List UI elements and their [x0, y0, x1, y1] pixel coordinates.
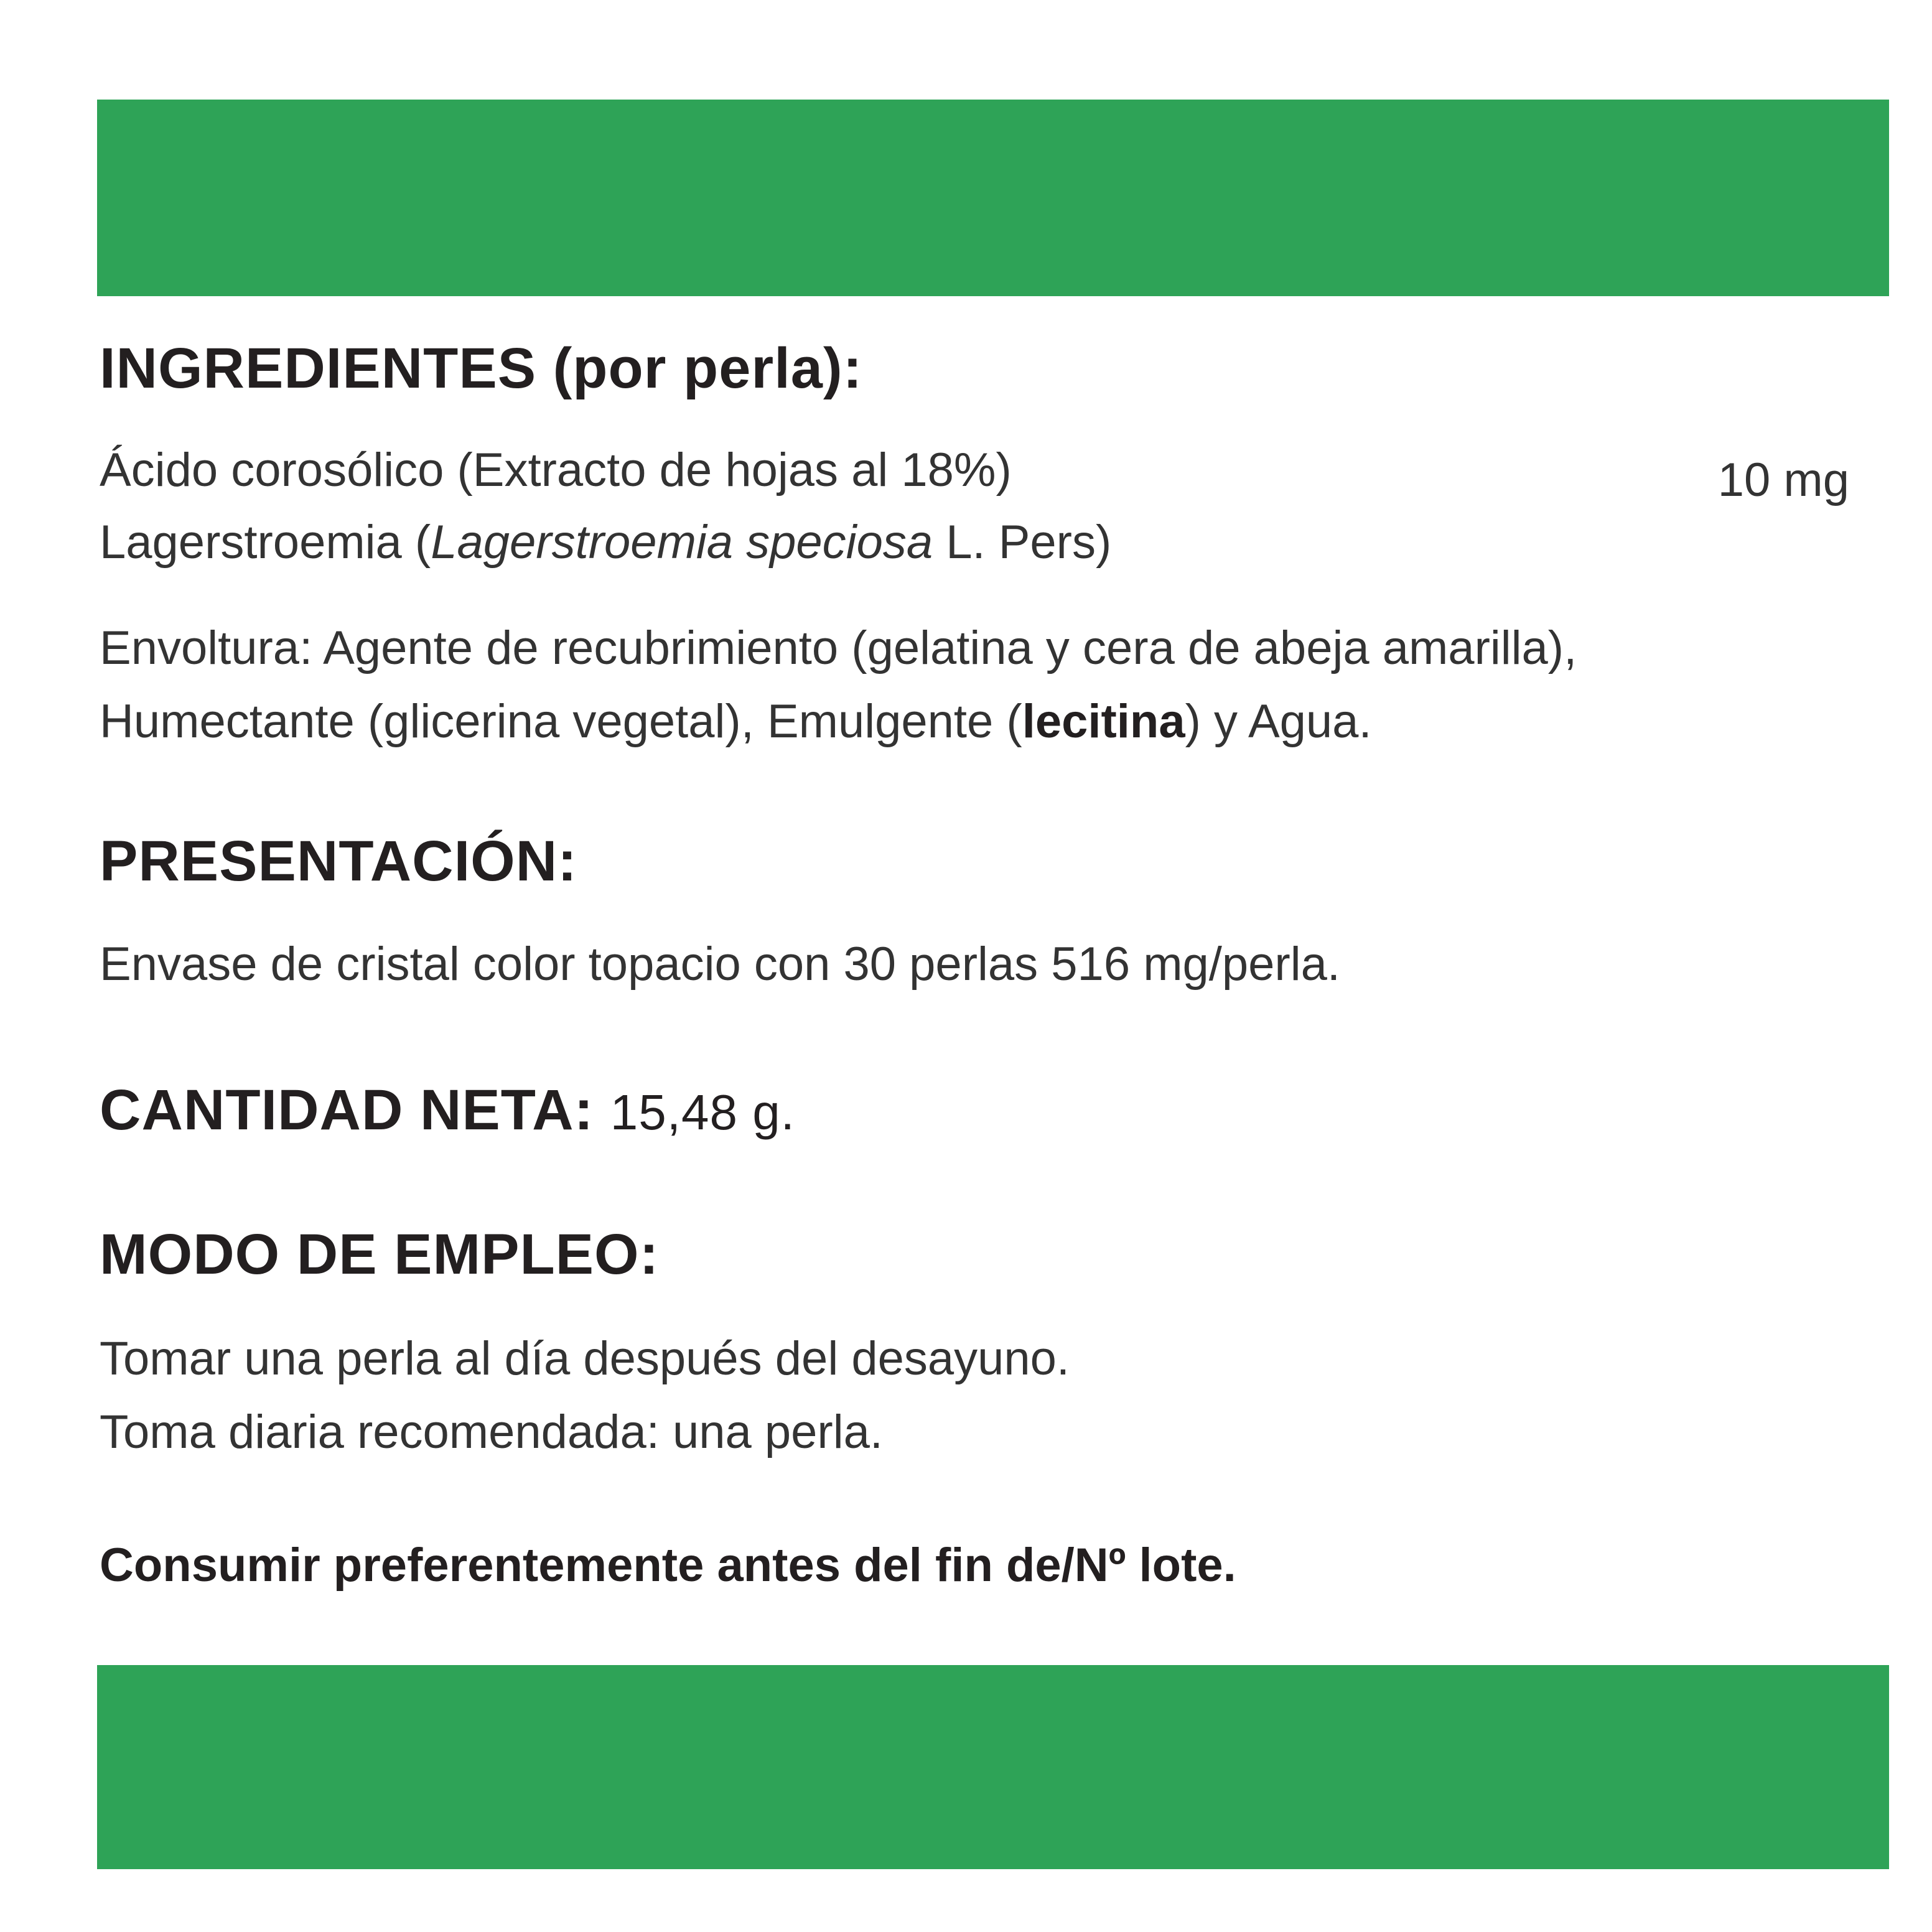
ingredient-corosolic-acid: Ácido corosólico (Extracto de hojas al 18%) — [100, 444, 1012, 497]
top-green-banner — [97, 100, 1889, 296]
net-quantity — [100, 1078, 795, 1142]
coating-line-1: Envoltura: Agente de recubrimiento (gelatina y cera de abeja amarilla), — [100, 622, 1577, 674]
presentation-text: Envase de cristal color topacio con 30 perlas 516 mg/perla. — [100, 938, 1340, 991]
lagerstroemia-suffix: L. Pers) — [933, 516, 1112, 569]
lagerstroemia-latin-name: Lagerstroemia speciosa — [431, 516, 933, 569]
coating-line-2 — [100, 695, 1372, 748]
presentation-heading: PRESENTACIÓN: — [100, 829, 577, 893]
net-quantity-value: 15,48 g. — [610, 1085, 795, 1140]
usage-line-1: Tomar una perla al día después del desayuno. — [100, 1332, 1070, 1385]
lagerstroemia-prefix: Lagerstroemia ( — [100, 516, 431, 569]
ingredients-heading: INGREDIENTES (por perla): — [100, 337, 863, 400]
coating-suffix: ) y Agua. — [1185, 695, 1372, 748]
net-quantity-heading: CANTIDAD NETA: — [100, 1078, 594, 1142]
bottom-green-banner — [97, 1665, 1889, 1869]
coating-prefix: Humectante (glicerina vegetal), Emulgente ( — [100, 695, 1022, 748]
allergen-lecitina: lecitina — [1022, 695, 1185, 748]
ingredient-lagerstroemia — [100, 516, 1112, 569]
usage-line-2: Toma diaria recomendada: una perla. — [100, 1406, 883, 1458]
usage-heading: MODO DE EMPLEO: — [100, 1223, 660, 1286]
best-before-note: Consumir preferentemente antes del fin de/Nº lote. — [100, 1539, 1236, 1592]
ingredient-amount: 10 mg — [1717, 454, 1849, 506]
